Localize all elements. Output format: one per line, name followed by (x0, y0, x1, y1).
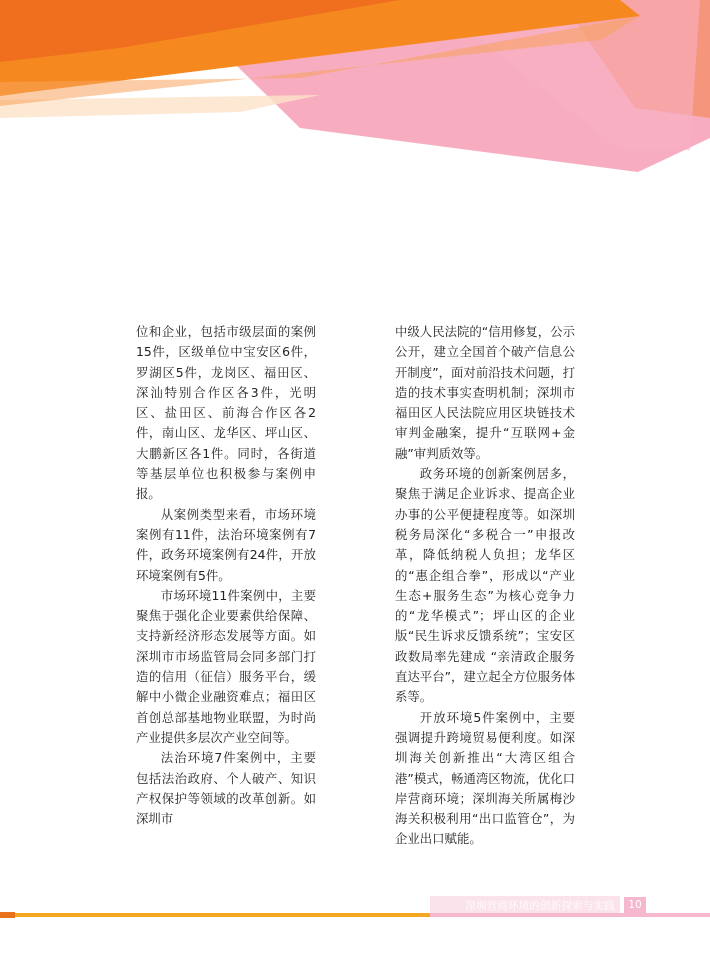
left-paragraph-2: 从案例类型来看，市场环境案例有11件，法治环境案例有7件，政务环境案例有24件，开放环境案例有5件。 (136, 506, 316, 583)
footer-bar-orange (0, 912, 15, 918)
footer-bar-pink (430, 913, 710, 917)
right-paragraph-2: 政务环境的创新案例居多，聚焦于满足企业诉求、提高企业办事的公平便捷程度等。如深圳税务局深化“多税合一”申报改革，降低纳税人负担；龙华区的“惠企组合拳”，形成以“产业生态+服务生态”为核心竞争力的“龙华模式”；坪山区的企业版“民生诉求反馈系统”；宝安区政数局率先建成 “亲清政企服务直达平台”，建立起全方位服务体系等。 (395, 466, 575, 705)
decorative-banner (0, 0, 710, 180)
page-number: 10 (624, 897, 646, 914)
left-paragraph-1: 位和企业，包括市级层面的案例15件，区级单位中宝安区6件，罗湖区5件，龙岗区、福田区、深汕特别合作区各3件，光明区、盐田区、前海合作区各2件，南山区、龙华区、坪山区、大鹏新区各1件。同时，各街道等基层单位也积极参与案例申报。 (136, 324, 316, 502)
left-paragraph-4: 法治环境7件案例中，主要包括法治政府、个人破产、知识产权保护等领域的改革创新。如深圳市 (136, 750, 316, 827)
footer-title: 深圳营商环境的创新探索与实践 (465, 900, 615, 912)
right-paragraph-1: 中级人民法院的“信用修复，公示公开，建立全国首个破产信息公开制度”，面对前沿技术问题，打造的技术事实查明机制；深圳市福田区人民法院应用区块链技术审判金融案，提升“互联网+金融”审判质效等。 (395, 324, 575, 461)
footer-bar-yellow (15, 913, 430, 917)
left-text-column (136, 322, 316, 829)
right-text-column (395, 322, 575, 850)
left-paragraph-3: 市场环境11件案例中，主要聚焦于强化企业要素供给保障、支持新经济形态发展等方面。如深圳市市场监管局会同多部门打造的信用（征信）服务平台，缓解中小微企业融资难点；福田区首创总部基地物业联盟，为时尚产业提供多层次产业空间等。 (136, 587, 316, 745)
right-paragraph-3: 开放环境5件案例中，主要强调提升跨境贸易便利度。如深圳海关创新推出“大湾区组合港”模式，畅通湾区物流，优化口岸营商环境；深圳海关所属梅沙海关积极利用“出口监管仓”，为企业出口赋能。 (395, 709, 575, 847)
